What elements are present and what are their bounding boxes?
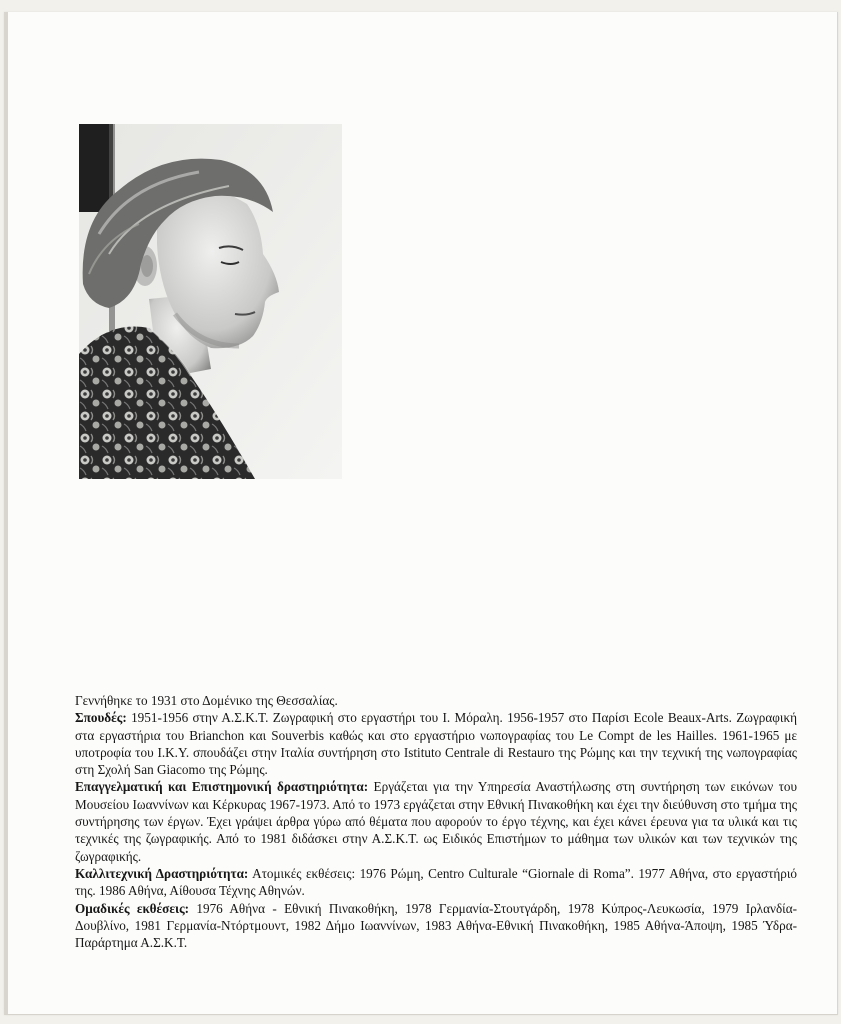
group-label: Ομαδικές εκθέσεις: — [75, 900, 190, 916]
page-edge — [5, 12, 8, 1014]
group-text: 1976 Αθήνα - Εθνική Πινακοθήκη, 1978 Γερμανία-Στουτγάρδη, 1978 Κύπρος-Λευκωσία, 1979 Ιρλανδία-Δουβλίνο, 1981 Γερμανία-Ντόρτμουντ, 1982 Δήμο Ιωαννίνων, 1983 Αθήνα-Εθνική Πινακοθήκη, 1985 Αθήνα-Άποψη, 1985 Ύδρα-Παράρτημα Α.Σ.Κ.Τ. — [75, 900, 798, 951]
document-page — [4, 12, 838, 1015]
professional-paragraph — [75, 778, 797, 864]
artistic-label: Καλλιτεχνική Δραστηριότητα: — [75, 865, 249, 881]
studies-text: 1951-1956 στην Α.Σ.Κ.Τ. Ζωγραφική στο εργαστήρι του Ι. Μόραλη. 1956-1957 στο Παρίσι Ecole Beaux-Arts. Ζωγραφική στα εργαστήρια του Brianchon και Souverbis καθώς και στο εργαστήριο νωπογραφίας του Le Compt de les Hailles. 1961-1965 με υποτροφία του Ι.Κ.Υ. σπουδάζει στην Ιταλία συντήρηση στο Istituto Centrale di Restauro της Ρώμης και την τεχνική της νωπογραφίας στη Σχολή San Giacomo της Ρώμης. — [75, 710, 797, 778]
group-paragraph — [75, 900, 797, 952]
birth-line: Γεννήθηκε το 1931 στο Δομένικο της Θεσσαλίας. — [75, 693, 338, 708]
studies-label: Σπουδές: — [75, 710, 127, 726]
artistic-text: Ατομικές εκθέσεις: 1976 Ρώμη, Centro Culturale “Giornale di Roma”. 1977 Αθήνα, στο εργαστήριό της. 1986 Αθήνα, Αίθουσα Τέχνης Αθηνών. — [75, 865, 798, 899]
professional-label: Επαγγελματική και Επιστημονική δραστηριότητα: — [75, 779, 369, 795]
portrait-photo — [79, 124, 342, 479]
artistic-paragraph — [75, 865, 797, 900]
biography-text — [75, 692, 797, 951]
studies-paragraph — [75, 709, 797, 778]
professional-text: Εργάζεται για την Υπηρεσία Αναστήλωσης στη συντήρηση των εικόνων του Μουσείου Ιωαννίνων και Κέρκυρας 1967-1973. Από το 1973 εργάζεται στην Εθνική Πινακοθήκη και έχει την διεύθυνση στο τμήμα της συντήρησης των έργων. Έχει γράψει άρθρα γύρω από θέματα που αφορούν το έργο τέχνης, και έχει κάνει έρευνα για τα υλικά και τις τεχνικές της ζωγραφικής. Από το 1981 διδάσκει στην Α.Σ.Κ.Τ. ως Ειδικός Επιστήμων το μάθημα των υλικών και των τεχνικών της ζωγραφικής. — [75, 779, 798, 864]
